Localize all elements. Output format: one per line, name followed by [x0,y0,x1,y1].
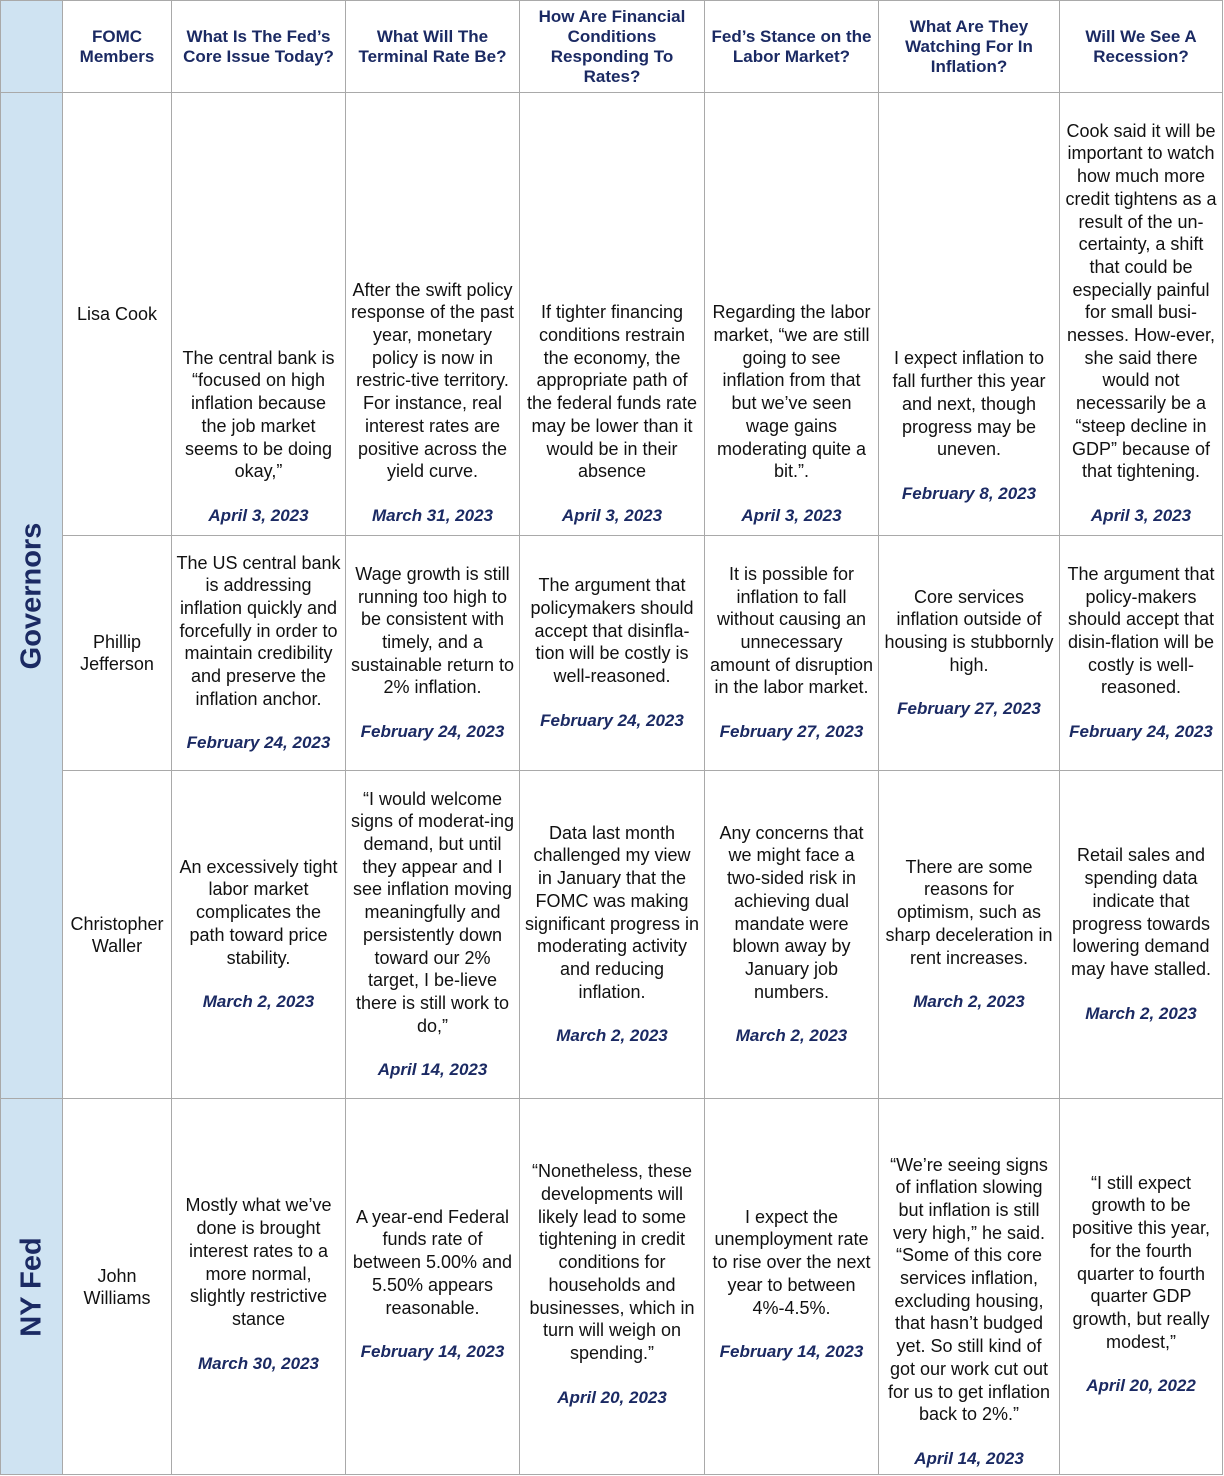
cell-labor [705,771,879,1099]
quote-date: April 14, 2023 [914,1449,1024,1468]
group-governors [1,93,63,1099]
quote-date: March 30, 2023 [198,1353,319,1373]
quote-date: February 24, 2023 [186,733,331,753]
cell-recession [1060,771,1223,1099]
quote-date: April 3, 2023 [561,506,663,525]
quote: “Nonetheless, these developments will likely lead to some tightening in credit conditions for households and businesses, which in turn will weigh on spending.” [529,1161,695,1363]
header-labor-market: Fed’s Stance on the Labor Market? [705,1,879,93]
quote-date: April 20, 2023 [557,1387,667,1407]
cell-recession [1060,1099,1223,1475]
group-label: NY Fed [15,1236,47,1337]
quote: Cook said it will be important to watch how much more credit tightens as a result of the un-certainty, a shift that could be especially painful for small busi-nesses. How-ever, she said there would not necessarily be a “steep decline in GDP” because of that tightening. [1065,120,1217,482]
quote-date: March 2, 2023 [913,992,1025,1012]
header-row [1,1,1223,93]
quote: A year-end Federal funds rate of between 5.00% and 5.50% appears reasonable. [352,1206,513,1318]
header-inflation: What Are They Watching For In Inflation? [879,1,1060,93]
quote-date: February 27, 2023 [719,722,864,742]
cell-core [172,771,346,1099]
quote: “I would welcome signs of moderat-ing demand, but until they appear and I see inflation moving meaningfully and persistently down toward our 2% target, I be-lieve there is still work to do,” [350,788,515,1036]
table-row [1,771,1223,1099]
quote: Any concerns that we might face a two-sided risk in achieving dual mandate were blown away by January job numbers. [719,822,864,1002]
quote: The argument that policymakers should accept that disinfla-tion will be costly is well-reasoned. [530,575,694,687]
header-core-issue: What Is The Fed’s Core Issue Today? [172,1,346,93]
quote-date: March 2, 2023 [1085,1003,1197,1023]
quote-date: February 14, 2023 [719,1342,864,1362]
member-name: Christopher Waller [63,771,172,1099]
quote: I expect the unemployment rate to rise over the next year to between 4%-4.5%. [712,1206,871,1318]
quote: “We’re seeing signs of inflation slowing but inflation is still very high,” he said. “Some of this core services inflation, excluding housing, that hasn’t budged yet. So still kind of got our work cut out for us to get inflation back to 2%.” [887,1154,1051,1425]
quote-date: February 8, 2023 [901,484,1037,503]
cell-core [172,536,346,771]
cell-recession [1060,536,1223,771]
quote: After the swift policy response of the past year, monetary policy is now in restric-tive territory. For instance, real interest rates are positive across the yield curve. [350,279,515,482]
quote-date: February 24, 2023 [540,710,684,730]
quote-date: February 14, 2023 [360,1342,505,1362]
quote: The US central bank is addressing inflation quickly and forcefully in order to maintain credibility and preserve the inflation anchor. [176,552,341,709]
quote: The central bank is “focused on high inflation because the job market seems to be doing okay,” [182,347,335,482]
member-name: John Williams [63,1099,172,1475]
quote: Mostly what we’ve done is brought interest rates to a more normal, slightly restrictive stance [185,1195,332,1329]
quote: There are some reasons for optimism, such as sharp deceleration in rent increases. [885,856,1053,968]
group-label: Governors [15,522,47,669]
cell-financial [520,1099,705,1475]
table-row [1,1099,1223,1475]
quote-date: April 3, 2023 [208,506,309,525]
table-row [1,93,1223,536]
quote: Wage growth is still running too high to be consistent with timely, and a sustainable return to 2% inflation. [350,563,515,698]
cell-core [172,1099,346,1475]
cell-inflation [879,771,1060,1099]
cell-financial [520,536,705,771]
quote-date: March 2, 2023 [202,992,315,1012]
table-row [1,536,1223,771]
quote-date: April 20, 2022 [1086,1376,1196,1396]
quote-date: February 24, 2023 [1069,722,1213,742]
header-terminal-rate: What Will The Terminal Rate Be? [346,1,520,93]
member-name: Phillip Jefferson [63,536,172,771]
quote-date: March 31, 2023 [372,506,493,525]
quote-date: March 2, 2023 [556,1026,668,1046]
cell-recession [1060,93,1223,536]
quote: Regarding the labor market, “we are still going to see inflation from that but we’ve seen wage gains moderating quite a bit.”. [712,302,871,482]
quote-date: April 3, 2023 [1090,506,1192,525]
cell-terminal [346,771,520,1099]
header-group-blank [1,1,63,93]
quote: Data last month challenged my view in January that the FOMC was making significant progress in moderating activity and reducing inflation. [524,822,700,1002]
cell-terminal [346,93,520,536]
cell-core [172,93,346,536]
cell-financial [520,93,705,536]
quote-date: April 14, 2023 [377,1060,488,1080]
group-ny-fed [1,1099,63,1475]
cell-terminal [346,1099,520,1475]
quote-date: April 3, 2023 [741,506,842,525]
cell-financial [520,771,705,1099]
quote-date: March 2, 2023 [735,1026,848,1046]
cell-inflation [879,1099,1060,1475]
quote-date: February 24, 2023 [360,722,505,742]
header-members: FOMC Members [63,1,172,93]
header-financial-conditions: How Are Financial Conditions Responding To Rates? [520,1,705,93]
cell-terminal [346,536,520,771]
cell-labor [705,1099,879,1475]
quote: Core services inflation outside of housing is stubbornly high. [884,586,1054,675]
quote: The argument that policy-makers should accept that disin-flation will be costly is well-reasoned. [1067,563,1215,698]
cell-labor [705,93,879,536]
member-name: Lisa Cook [63,93,172,536]
quote: Retail sales and spending data indicate that progress towards lowering demand may have stalled. [1070,845,1212,979]
quote-date: February 27, 2023 [897,699,1041,719]
quote: It is possible for inflation to fall without causing an unnecessary amount of disruption in the labor market. [709,563,874,698]
cell-labor [705,536,879,771]
quote: I expect inflation to fall further this year and next, though progress may be uneven. [892,348,1046,460]
cell-inflation [879,536,1060,771]
quote: An excessively tight labor market complicates the path toward price stability. [179,856,338,968]
quote: “I still expect growth to be positive this year, for the fourth quarter to fourth quarter GDP growth, but really modest,” [1071,1172,1211,1352]
header-recession: Will We See A Recession? [1060,1,1223,93]
cell-inflation [879,93,1060,536]
quote: If tighter financing conditions restrain the economy, the appropriate path of the federal funds rate may be lower than it would be in their absence [526,302,698,482]
